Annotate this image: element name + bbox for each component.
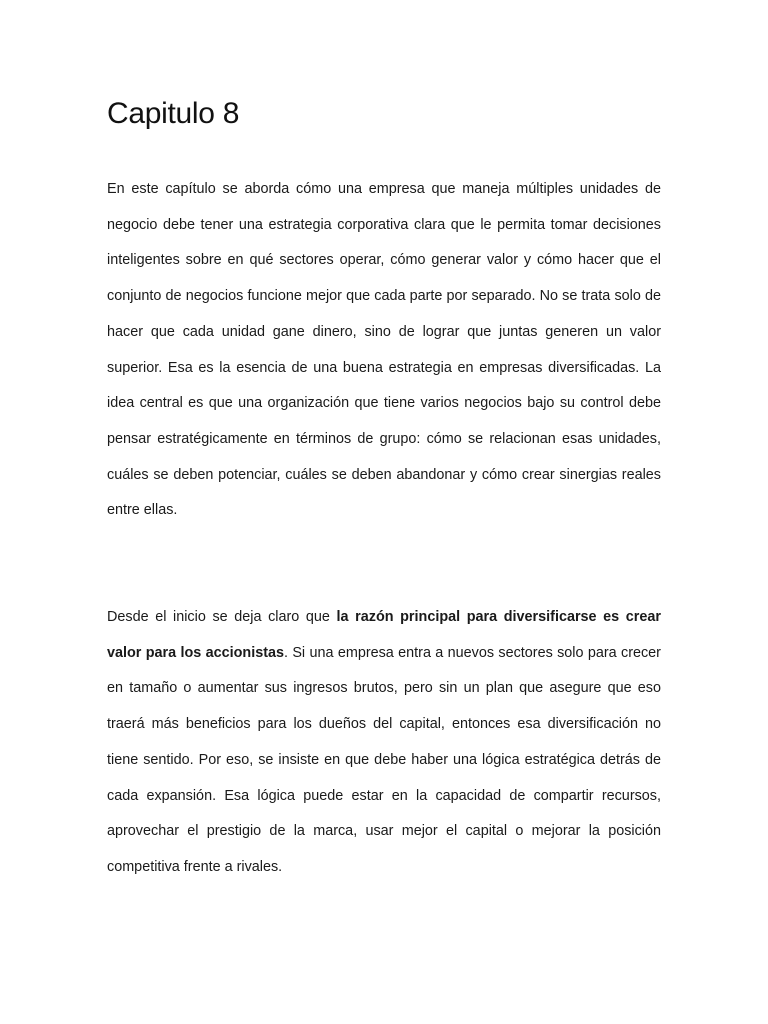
paragraph-intro [107,172,661,529]
paragraph-diversification-rest: . Si una empresa entra a nuevos sectores solo para crecer en tamaño o aumentar sus ingresos brutos, pero sin un plan que asegure que eso traerá más beneficios para los dueños del capital, entonces esa diversificación no tiene sentido. Por eso, se insiste en que debe haber una lógica estratégica detrás de cada expansión. Esa lógica puede estar en la capacidad de compartir recursos, aprovechar el prestigio de la marca, usar mejor el capital o mejorar la posición competitiva frente a rivales. [107,644,661,875]
chapter-title: Capitulo 8 [107,97,240,130]
paragraph-diversification-emphasis: la razón principal para diversificarse es crear valor para los accionistas [107,609,662,661]
paragraph-diversification [107,600,661,886]
paragraph-intro-text: En este capítulo se aborda cómo una empresa que maneja múltiples unidades de negocio debe tener una estrategia corporativa clara que le permita tomar decisiones inteligentes sobre en qué sectores operar, cómo generar valor y cómo hacer que el conjunto de negocios funcione mejor que cada parte por separado. No se trata solo de hacer que cada unidad gane dinero, sino de lograr que juntas generen un valor superior. Esa es la esencia de una buena estrategia en empresas diversificadas. La idea central es que una organización que tiene varios negocios bajo su control debe pensar estratégicamente en términos de grupo: cómo se relacionan esas unidades, cuáles se deben potenciar, cuáles se deben abandonar y cómo crear sinergias reales entre ellas. [107,181,661,519]
paragraph-diversification-lead: Desde el inicio se deja claro que [107,609,337,625]
